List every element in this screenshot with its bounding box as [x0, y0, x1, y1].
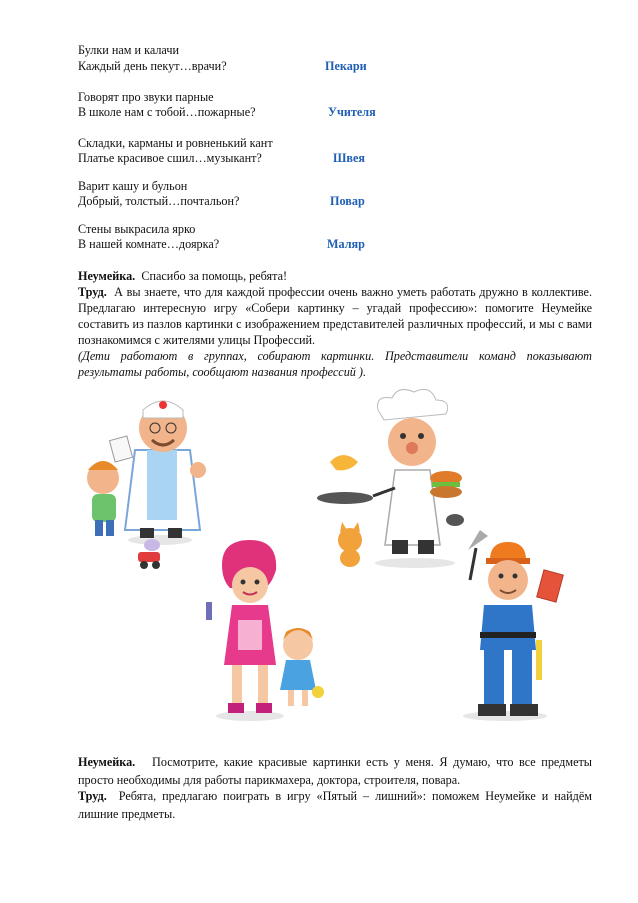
- riddle-answer: Швея: [333, 151, 365, 165]
- paragraph-text: (Дети работают в группах, собирают картинки. Представители команд показывают результаты работы, сообщают названия профессий ).: [78, 349, 592, 379]
- paragraph-pictures: [78, 753, 592, 789]
- riddle-line: Складки, карманы и ровненький кант: [78, 136, 273, 150]
- paragraph-text: Спасибо за помощь, ребята!: [141, 269, 288, 283]
- riddle-line: Добрый, толстый…почтальон?: [78, 194, 240, 208]
- riddle-line: Варит кашу и бульон: [78, 179, 188, 193]
- riddle-line: В нашей комнате…доярка?: [78, 237, 220, 251]
- riddle-line: Платье красивое сшил…музыкант?: [78, 151, 262, 165]
- builder-illustration: [463, 530, 563, 721]
- riddle-answer: Учителя: [328, 105, 376, 119]
- paragraph-odd-one-out: [78, 787, 592, 823]
- riddle-answer: Маляр: [327, 237, 365, 251]
- riddle-line: Булки нам и калачи: [78, 43, 179, 57]
- speaker-name: Труд.: [78, 789, 107, 803]
- paragraph-text: А вы знаете, что для каждой профессии очень важно уметь работать дружно в коллективе. Предлагаю интересную игру «Собери картинку – угадай профессию»: помогите Неумейке составить из пазлов картинки с изображением представителей различных профессий, и мы с вами познакомимся с жителями улицы Профессий.: [78, 285, 593, 347]
- riddle-line: Стены выкрасила ярко: [78, 222, 196, 236]
- speaker-name: Неумейка.: [78, 755, 136, 769]
- speaker-name: Неумейка.: [78, 269, 136, 283]
- speaker-name: Труд.: [78, 285, 107, 299]
- cook-illustration: [317, 389, 464, 568]
- hairdresser-illustration: [206, 540, 324, 721]
- doctor-illustration: [87, 401, 206, 569]
- riddle-answer: Повар: [330, 194, 365, 208]
- riddle-line: Говорят про звуки парные: [78, 90, 214, 104]
- paragraph-text: Посмотрите, какие красивые картинки есть у меня. Я думаю, что все предметы просто необходимы для работы парикмахера, доктора, строителя, повара.: [78, 755, 592, 787]
- riddle-line: В школе нам с тобой…пожарные?: [78, 105, 256, 119]
- paragraph-text: Ребята, предлагаю поиграть в игру «Пятый – лишний»: поможем Неумейке и найдём лишние предметы.: [78, 789, 592, 821]
- riddle-answer: Пекари: [325, 59, 367, 73]
- riddle-line: Каждый день пекут…врачи?: [78, 59, 227, 73]
